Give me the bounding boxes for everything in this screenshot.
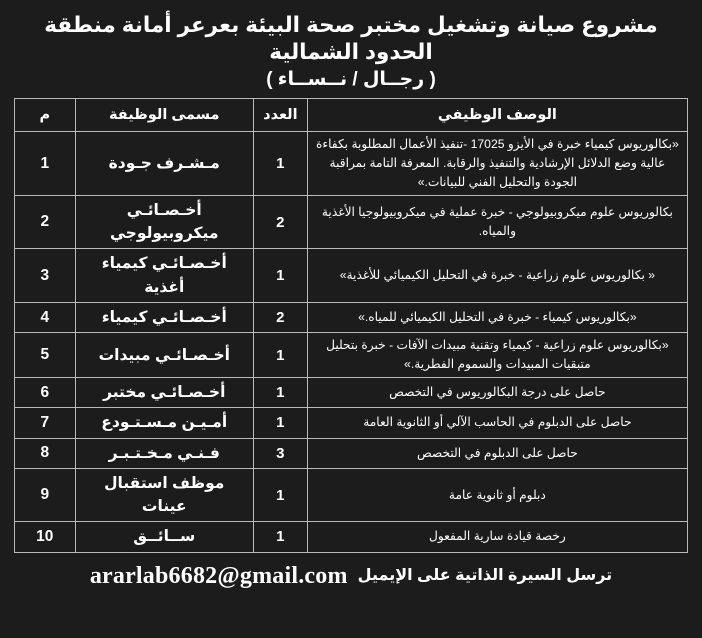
column-header-number: م — [15, 99, 76, 132]
cell-description: رخصة قيادة سارية المفعول — [307, 522, 687, 552]
cell-count: 2 — [253, 195, 307, 249]
cell-count: 1 — [253, 333, 307, 378]
table-row — [15, 378, 688, 408]
cell-number: 3 — [15, 249, 76, 303]
table-row — [15, 468, 688, 522]
cell-job-title: أخـصـائـي كيمياء — [75, 302, 253, 332]
table-row — [15, 408, 688, 438]
cell-number: 2 — [15, 195, 76, 249]
cell-count: 3 — [253, 438, 307, 468]
column-header-job-title: مسمى الوظيفة — [75, 99, 253, 132]
table-row — [15, 302, 688, 332]
cell-count: 1 — [253, 408, 307, 438]
cell-count: 1 — [253, 378, 307, 408]
table-header-row — [15, 99, 688, 132]
cell-number: 4 — [15, 302, 76, 332]
cell-job-title: أخـصـائـي مبيدات — [75, 333, 253, 378]
cell-description: « بكالوريوس علوم زراعية - خبرة في التحليل الكيميائي للأغذية» — [307, 249, 687, 303]
page-title: مشروع صيانة وتشغيل مختبر صحة البيئة بعرعر أمانة منطقة الحدود الشمالية — [44, 13, 658, 64]
cell-job-title: موظف استقبال عينات — [75, 468, 253, 522]
column-header-description: الوصف الوظيفي — [307, 99, 687, 132]
cell-count: 1 — [253, 468, 307, 522]
table-row — [15, 249, 688, 303]
cell-count: 2 — [253, 302, 307, 332]
table-row — [15, 522, 688, 552]
table-row — [15, 333, 688, 378]
cell-number: 7 — [15, 408, 76, 438]
cell-number: 5 — [15, 333, 76, 378]
jobs-table — [14, 98, 688, 552]
cell-description: «بكالوريوس علوم زراعية - كيمياء وتقنية مبيدات الآفات - خبرة بتحليل متبقيات المبيدات والسموم الفطرية.» — [307, 333, 687, 378]
column-header-count: العدد — [253, 99, 307, 132]
table-row — [15, 438, 688, 468]
footer-note: ترسل السيرة الذاتية على الإيميل — [357, 566, 613, 584]
cell-count: 1 — [253, 522, 307, 552]
cell-number: 6 — [15, 378, 76, 408]
cell-description: بكالوريوس علوم ميكروبيولوجي - خبرة عملية في ميكروبيولوجيا الأغذية والمياه. — [307, 195, 687, 249]
table-row — [15, 195, 688, 249]
cell-description: حاصل على الدبلوم في التخصص — [307, 438, 687, 468]
table-body — [15, 132, 688, 552]
page-subtitle: ( رجــال / نــســاء ) — [266, 68, 436, 90]
cell-job-title: أخـصـائـي كيمياء أغذية — [75, 249, 253, 303]
cell-number: 1 — [15, 132, 76, 196]
cell-description: «بكالوريوس كيمياء - خبرة في التحليل الكيميائي للمياه.» — [307, 302, 687, 332]
cell-description: حاصل على درجة البكالوريوس في التخصص — [307, 378, 687, 408]
table-row — [15, 132, 688, 196]
cell-number: 8 — [15, 438, 76, 468]
page-footer — [14, 560, 688, 592]
page-header — [14, 10, 688, 98]
cell-job-title: ســائــق — [75, 522, 253, 552]
cell-job-title: أخـصـائـي ميكروبيولوجي — [75, 195, 253, 249]
cell-job-title: أخـصـائـي مختبر — [75, 378, 253, 408]
cell-job-title: أمـيـن مـسـتـودع — [75, 408, 253, 438]
cell-number: 9 — [15, 468, 76, 522]
cell-job-title: فـنـي مـخـتـبـر — [75, 438, 253, 468]
cell-count: 1 — [253, 132, 307, 196]
table-header — [15, 99, 688, 132]
cell-count: 1 — [253, 249, 307, 303]
cell-description: «بكالوريوس كيمياء خبرة في الأيزو 17025 -تنفيذ الأعمال المطلوبة بكفاءة عالية وضع الدلائل الإرشادية والتنفيذ والرقابة. المعرفة التامة بمراقبة الجودة والتحليل الفني للبيانات.» — [307, 132, 687, 196]
cell-description: دبلوم أو ثانوية عامة — [307, 468, 687, 522]
cell-description: حاصل على الدبلوم في الحاسب الآلي أو الثانوية العامة — [307, 408, 687, 438]
cell-number: 10 — [15, 522, 76, 552]
cell-job-title: مـشـرف جـودة — [75, 132, 253, 196]
contact-email[interactable]: ararlab6682@gmail.com — [89, 562, 348, 589]
